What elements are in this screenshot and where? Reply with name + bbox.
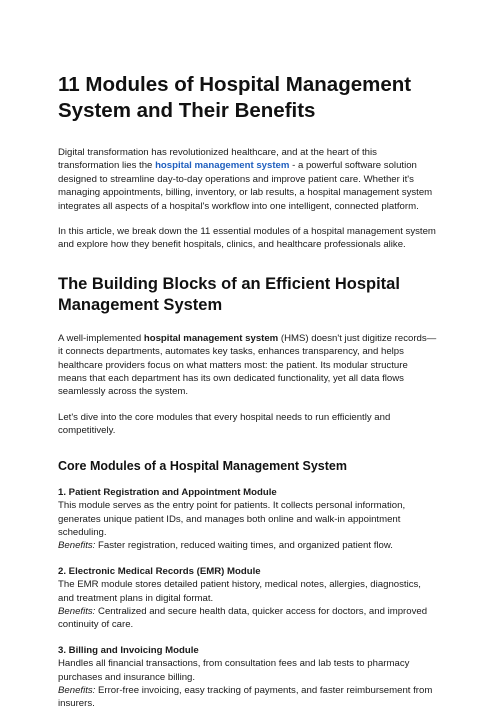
intro-text-end: - a powerful software solution designed to streamline day-to-day operations and improve patient care. Whether it's managing appointments, billing, inventory, or lab results, a hospital management system integrates all aspects of a hospital's workflow into one intelligent, connected platform. (58, 160, 433, 212)
module-title: 1. Patient Registration and Appointment Module (58, 486, 277, 498)
section-paragraph-1 (58, 332, 437, 399)
module-description: This module serves as the entry point for patients. It collects personal information, generates unique patient IDs, and manages both online and walk-in appointment scheduling. (58, 500, 406, 538)
module-item (58, 486, 437, 553)
section-paragraph-2: Let's dive into the core modules that every hospital needs to run efficiently and competitively. (58, 411, 391, 437)
modules-list (58, 486, 437, 711)
hms-bold-term: hospital management system (143, 332, 279, 344)
module-benefits (58, 605, 437, 632)
module-title: 3. Billing and Invoicing Module (58, 644, 199, 656)
module-benefits (58, 684, 437, 711)
module-item (58, 565, 437, 632)
module-title: 2. Electronic Medical Records (EMR) Module (58, 565, 261, 577)
benefits-label: Benefits: (58, 605, 96, 617)
module-description: Handles all financial transactions, from consultation fees and lab tests to pharmacy purchases and insurance billing. (58, 658, 410, 683)
intro-text-start: Digital transformation has revolutionized healthcare, and at the heart of this transformation lies the (58, 147, 377, 172)
section-text-end: (HMS) doesn't just digitize records—it connects departments, automates key tasks, enhances transparency, and helps healthcare providers focus on what matters most: the patient. Its modular structure means that each department has its own dedicated functionality, yet all data flows seamlessly across the system. (58, 332, 437, 398)
benefits-label: Benefits: (58, 540, 96, 552)
core-modules-heading: Core Modules of a Hospital Management System (58, 458, 347, 473)
module-benefits (58, 539, 437, 552)
intro-paragraph-2: In this article, we break down the 11 essential modules of a hospital management system and explore how they benefit hospitals, clinics, and healthcare professionals alike. (58, 226, 436, 251)
intro-paragraph-1 (58, 146, 437, 213)
benefits-text: Centralized and secure health data, quicker access for doctors, and improved continuity of care. (58, 605, 428, 631)
document-title: 11 Modules of Hospital Management System and Their Benefits (58, 73, 412, 122)
benefits-label: Benefits: (58, 684, 96, 696)
section-heading: The Building Blocks of an Efficient Hospital Management System (58, 274, 400, 314)
module-description: The EMR module stores detailed patient history, medical notes, allergies, diagnostics, and treatment plans in digital format. (58, 579, 421, 604)
hospital-management-system-link[interactable]: hospital management system (155, 160, 290, 172)
module-item (58, 644, 437, 711)
benefits-text: Faster registration, reduced waiting times, and organized patient flow. (95, 540, 393, 552)
section-text-start: A well-implemented (58, 332, 144, 344)
benefits-text: Error-free invoicing, easy tracking of payments, and faster reimbursement from insurers. (58, 684, 433, 710)
